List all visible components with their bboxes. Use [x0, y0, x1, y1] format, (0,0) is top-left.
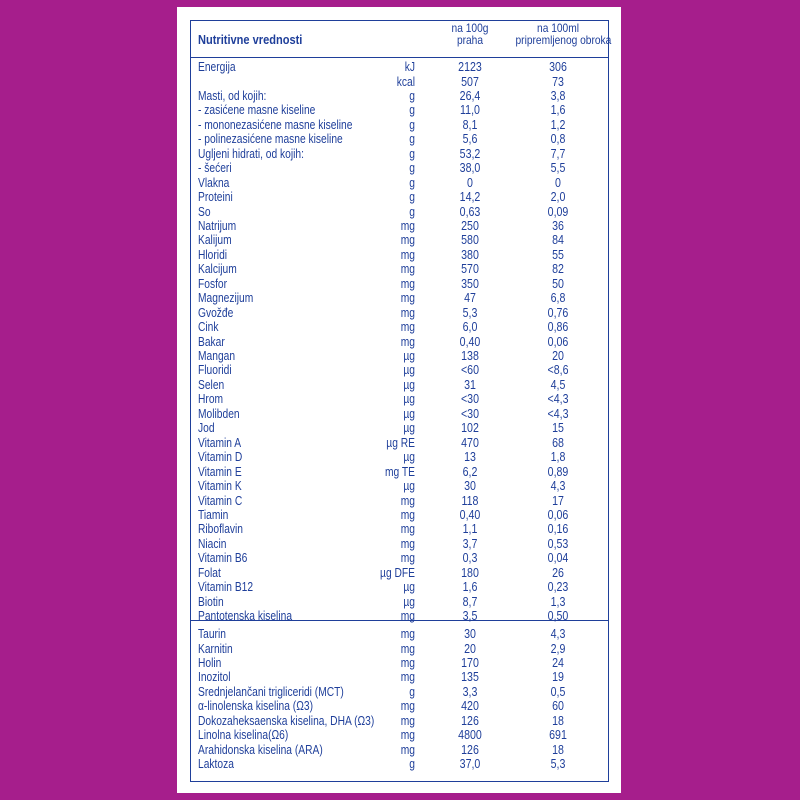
nutrient-unit: µg: [403, 450, 415, 465]
value-per-100g: 250: [461, 218, 479, 233]
table-row: [190, 161, 609, 175]
value-per-100ml: 50: [552, 276, 564, 291]
value-per-100ml: 4,5: [550, 377, 566, 392]
value-per-100g: 102: [461, 421, 479, 436]
table-row: [190, 392, 609, 406]
table-row: [190, 537, 609, 551]
nutrient-name: Arahidonska kiselina (ARA): [198, 742, 323, 757]
value-per-100ml: 0,09: [547, 204, 569, 219]
nutrient-unit: mg: [400, 305, 415, 320]
nutrient-unit: mg: [400, 713, 415, 728]
value-per-100g: 126: [461, 713, 479, 728]
nutrient-unit: g: [409, 132, 415, 147]
table-row: [190, 205, 609, 219]
nutrient-unit: mg: [400, 247, 415, 262]
nutrient-name: Vitamin K: [198, 479, 242, 493]
nutrient-name: Vitamin B12: [198, 580, 254, 595]
nutrient-name: Fluoridi: [198, 363, 232, 378]
table-header: [190, 20, 612, 58]
nutrient-unit: g: [409, 684, 415, 699]
value-per-100g: 0,3: [462, 551, 478, 566]
nutrient-name: Dokozaheksaenska kiselina, DHA (Ω3): [198, 713, 375, 728]
value-per-100g: 1,1: [462, 522, 478, 537]
nutrient-name: Vitamin E: [198, 464, 242, 479]
nutrient-unit: g: [409, 757, 415, 771]
nutrient-unit: mg: [400, 742, 415, 757]
table-row: [190, 714, 609, 728]
table-row: [190, 219, 609, 233]
value-per-100g: 3,3: [462, 684, 478, 699]
value-per-100ml: 0,06: [547, 334, 569, 349]
value-per-100g: 0,63: [459, 204, 481, 219]
table-row: [190, 335, 609, 349]
table-row: [190, 551, 609, 565]
value-per-100g: 420: [461, 699, 479, 714]
nutrient-name: Riboflavin: [198, 522, 244, 537]
value-per-100g: <60: [460, 363, 480, 378]
value-per-100g: 26,4: [459, 88, 481, 103]
value-per-100ml: 1,8: [550, 450, 566, 465]
nutrient-name: Energija: [198, 60, 236, 74]
value-per-100ml: 0,04: [547, 551, 569, 566]
value-per-100g: 6,2: [462, 464, 478, 479]
value-per-100ml: 0,23: [547, 580, 569, 595]
table-row: [190, 656, 609, 670]
value-per-100ml: 0,53: [547, 536, 569, 551]
value-per-100g: 0,40: [459, 507, 481, 522]
table-row: [190, 248, 609, 262]
nutrient-name: Proteini: [198, 190, 233, 204]
value-per-100ml: 0,8: [550, 132, 566, 147]
nutrient-unit: µg: [403, 479, 415, 493]
value-per-100ml: 4,3: [550, 627, 566, 641]
table-row: [190, 407, 609, 421]
table-row: [190, 378, 609, 392]
value-per-100ml: <4,3: [547, 406, 569, 421]
nutrient-name: - zasićene masne kiseline: [198, 103, 316, 118]
value-per-100g: 8,1: [462, 117, 478, 132]
table-row: [190, 685, 609, 699]
table-row: [190, 132, 609, 146]
table-row: [190, 609, 609, 623]
nutrient-name: - polinezasićene masne kiseline: [198, 132, 343, 147]
value-per-100g: 53,2: [459, 146, 481, 161]
value-per-100g: 20: [464, 641, 476, 656]
nutrient-unit: mg: [400, 670, 415, 685]
value-per-100ml: 19: [552, 670, 564, 685]
nutrient-name: Niacin: [198, 536, 227, 551]
table-row: [190, 436, 609, 450]
nutrient-unit: mg: [400, 493, 415, 508]
table-row: [190, 349, 609, 363]
nutrient-name: Linolna kiselina(Ω6): [198, 728, 289, 743]
nutrient-unit: g: [409, 175, 415, 190]
value-per-100ml: 0,86: [547, 320, 569, 335]
value-per-100ml: 36: [552, 218, 564, 233]
table-row: [190, 103, 609, 117]
table-row: [190, 479, 609, 493]
table-row: [190, 743, 609, 757]
table-row: [190, 118, 609, 132]
table-row: [190, 566, 609, 580]
value-per-100ml: 1,3: [550, 594, 566, 609]
table-row: [190, 363, 609, 377]
nutrient-unit: mg: [400, 233, 415, 248]
nutrient-unit: µg DFE: [380, 565, 415, 580]
value-per-100g: 30: [464, 627, 476, 641]
nutrient-unit: g: [409, 88, 415, 103]
nutrient-unit: µg: [403, 406, 415, 421]
nutrient-unit: mg: [400, 276, 415, 291]
table-row: [190, 627, 609, 641]
value-per-100g: <30: [460, 406, 480, 421]
nutrient-name: Pantotenska kiselina: [198, 609, 293, 624]
value-per-100ml: 4,3: [550, 479, 566, 493]
table-row: [190, 580, 609, 594]
value-per-100ml: 73: [552, 74, 564, 89]
nutrient-name: So: [198, 204, 211, 219]
value-per-100ml: 17: [552, 493, 564, 508]
value-per-100ml: <8,6: [547, 363, 569, 378]
value-per-100g: 138: [461, 349, 479, 363]
value-per-100ml: 0: [555, 175, 561, 190]
value-per-100ml: 24: [552, 655, 564, 670]
value-per-100g: 180: [461, 565, 479, 580]
nutrient-name: Karnitin: [198, 641, 233, 656]
nutrient-unit: µg: [403, 580, 415, 595]
value-per-100ml: 2,9: [550, 641, 566, 656]
nutrient-unit: mg: [400, 655, 415, 670]
value-per-100g: 0,40: [459, 334, 481, 349]
value-per-100g: 37,0: [459, 757, 481, 771]
nutrient-unit: µg: [403, 377, 415, 392]
value-per-100g: 11,0: [460, 103, 480, 118]
nutrient-unit: µg: [403, 392, 415, 407]
table-row: [190, 670, 609, 684]
nutrient-unit: g: [409, 190, 415, 204]
nutrient-unit: mg: [400, 334, 415, 349]
nutrient-unit: mg: [400, 627, 415, 641]
nutrient-name: Cink: [198, 320, 219, 335]
nutrient-unit: kJ: [404, 60, 415, 74]
value-per-100ml: 1,2: [550, 117, 566, 132]
nutrient-unit: g: [409, 146, 415, 161]
value-per-100g: 1,6: [462, 580, 478, 595]
value-per-100ml: 5,5: [550, 161, 566, 176]
table-row: [190, 450, 609, 464]
table-row: [190, 176, 609, 190]
value-per-100g: 507: [461, 74, 479, 89]
nutrient-name: Srednjelančani trigliceridi (MCT): [198, 684, 344, 699]
value-per-100g: 170: [461, 655, 479, 670]
value-per-100g: 31: [464, 377, 476, 392]
value-per-100g: 30: [464, 479, 476, 493]
value-per-100g: 8,7: [462, 594, 478, 609]
table-title: Nutritivne vrednosti: [198, 32, 303, 47]
value-per-100g: 14,2: [459, 190, 481, 204]
table-row: [190, 728, 609, 742]
value-per-100ml: <4,3: [547, 392, 569, 407]
nutrient-name: Magnezijum: [198, 291, 254, 306]
nutrient-unit: µg RE: [386, 435, 415, 450]
table-row: [190, 147, 609, 161]
nutrient-unit: mg TE: [384, 464, 415, 479]
value-per-100ml: 0,06: [547, 507, 569, 522]
table-row: [190, 262, 609, 276]
nutrient-name: Mangan: [198, 349, 236, 363]
nutrient-name: Folat: [198, 565, 221, 580]
table-row: [190, 75, 609, 89]
value-per-100ml: 68: [552, 435, 564, 450]
nutrient-name: Vitamin D: [198, 450, 243, 465]
nutrient-name: Laktoza: [198, 757, 234, 771]
value-per-100g: 5,3: [462, 305, 478, 320]
value-per-100g: 3,7: [462, 536, 478, 551]
table-row: [190, 522, 609, 536]
value-per-100ml: 691: [549, 728, 567, 743]
nutrient-name: Masti, od kojih:: [198, 88, 267, 103]
nutrient-name: - mononezasićene masne kiseline: [198, 117, 353, 132]
nutrient-name: Bakar: [198, 334, 225, 349]
nutrient-name: Vitamin B6: [198, 551, 248, 566]
nutrient-unit: mg: [400, 262, 415, 277]
nutrient-unit: mg: [400, 699, 415, 714]
value-per-100g: 350: [461, 276, 479, 291]
nutrient-name: Selen: [198, 377, 225, 392]
nutrient-unit: g: [409, 103, 415, 118]
nutrient-name: Inozitol: [198, 670, 231, 685]
value-per-100ml: 3,8: [550, 88, 566, 103]
value-per-100g: 5,6: [462, 132, 478, 147]
value-per-100ml: 0,76: [547, 305, 569, 320]
nutrient-unit: mg: [400, 291, 415, 306]
table-row: [190, 642, 609, 656]
nutrient-name: Holin: [198, 655, 222, 670]
value-per-100g: 6,0: [462, 320, 478, 335]
nutrient-name: Fosfor: [198, 276, 228, 291]
value-per-100ml: 15: [552, 421, 564, 436]
nutrient-name: Vitamin C: [198, 493, 243, 508]
nutrient-unit: µg: [403, 349, 415, 363]
nutrient-name: Kalijum: [198, 233, 232, 248]
value-per-100ml: 7,7: [550, 146, 566, 161]
value-per-100g: 580: [461, 233, 479, 248]
table-row: [190, 320, 609, 334]
nutrient-name: Jod: [198, 421, 215, 436]
value-per-100g: 0: [467, 175, 473, 190]
table-row: [190, 465, 609, 479]
nutrient-name: Gvožđe: [198, 305, 234, 320]
value-per-100g: 570: [461, 262, 479, 277]
value-per-100ml: 55: [552, 247, 564, 262]
value-per-100g: 2123: [458, 60, 482, 74]
nutrient-name: Vitamin A: [198, 435, 242, 450]
value-per-100ml: 18: [552, 713, 564, 728]
table-row: [190, 494, 609, 508]
table-row: [190, 190, 609, 204]
nutrient-name: Kalcijum: [198, 262, 237, 277]
nutrient-unit: kcal: [396, 74, 415, 89]
nutrient-unit: mg: [400, 641, 415, 656]
nutrient-unit: g: [409, 204, 415, 219]
nutrient-unit: µg: [403, 363, 415, 378]
nutrient-unit: mg: [400, 609, 415, 624]
nutrient-name: Molibden: [198, 406, 240, 421]
value-per-100ml: 82: [552, 262, 564, 277]
value-per-100g: 126: [461, 742, 479, 757]
value-per-100g: 118: [461, 493, 479, 508]
nutrient-name: Hloridi: [198, 247, 228, 262]
column-header-per-100g: na 100g praha: [451, 21, 489, 47]
value-per-100ml: 2,0: [550, 190, 566, 204]
nutrient-unit: mg: [400, 522, 415, 537]
value-per-100g: 13: [464, 450, 476, 465]
value-per-100ml: 6,8: [550, 291, 566, 306]
nutrient-unit: g: [409, 117, 415, 132]
nutrient-name: Biotin: [198, 594, 224, 609]
table-row: [190, 277, 609, 291]
value-per-100g: 47: [464, 291, 476, 306]
table-row: [190, 291, 609, 305]
value-per-100g: 4800: [458, 728, 482, 743]
column-header-per-100ml: na 100ml pripremljenog obroka: [515, 21, 612, 47]
value-per-100ml: 0,89: [547, 464, 569, 479]
table-row: [190, 757, 609, 771]
nutrient-unit: mg: [400, 536, 415, 551]
nutrient-name: Taurin: [198, 627, 226, 641]
table-row: [190, 508, 609, 522]
table-row: [190, 233, 609, 247]
nutrient-unit: µg: [403, 594, 415, 609]
nutrient-unit: mg: [400, 551, 415, 566]
value-per-100ml: 18: [552, 742, 564, 757]
table-row: [190, 306, 609, 320]
value-per-100ml: 0,5: [550, 684, 566, 699]
nutrient-unit: mg: [400, 218, 415, 233]
value-per-100g: <30: [460, 392, 480, 407]
value-per-100ml: 26: [552, 565, 564, 580]
value-per-100ml: 1,6: [550, 103, 566, 118]
nutrient-name: Ugljeni hidrati, od kojih:: [198, 146, 304, 161]
table-row: [190, 60, 609, 74]
nutrient-name: Natrijum: [198, 218, 237, 233]
value-per-100ml: 60: [552, 699, 564, 714]
table-row: [190, 89, 609, 103]
nutrient-name: Hrom: [198, 392, 224, 407]
table-row: [190, 595, 609, 609]
nutrient-unit: mg: [400, 728, 415, 743]
nutrient-name: Tiamin: [198, 507, 229, 522]
nutrient-name: - šećeri: [198, 161, 232, 176]
nutrient-unit: µg: [403, 421, 415, 436]
value-per-100ml: 0,50: [547, 609, 569, 624]
value-per-100ml: 0,16: [547, 522, 569, 537]
value-per-100g: 3,5: [462, 609, 478, 624]
value-per-100ml: 20: [552, 349, 564, 363]
nutrient-unit: mg: [400, 320, 415, 335]
nutrient-name: α-linolenska kiselina (Ω3): [198, 699, 313, 714]
value-per-100g: 38,0: [459, 161, 481, 176]
value-per-100ml: 306: [549, 60, 567, 74]
nutrient-unit: mg: [400, 507, 415, 522]
nutrient-unit: g: [409, 161, 415, 176]
value-per-100g: 135: [461, 670, 479, 685]
table-row: [190, 421, 609, 435]
value-per-100ml: 5,3: [550, 757, 566, 771]
value-per-100ml: 84: [552, 233, 564, 248]
table-row: [190, 699, 609, 713]
nutrient-name: Vlakna: [198, 175, 230, 190]
value-per-100g: 470: [461, 435, 479, 450]
value-per-100g: 380: [461, 247, 479, 262]
